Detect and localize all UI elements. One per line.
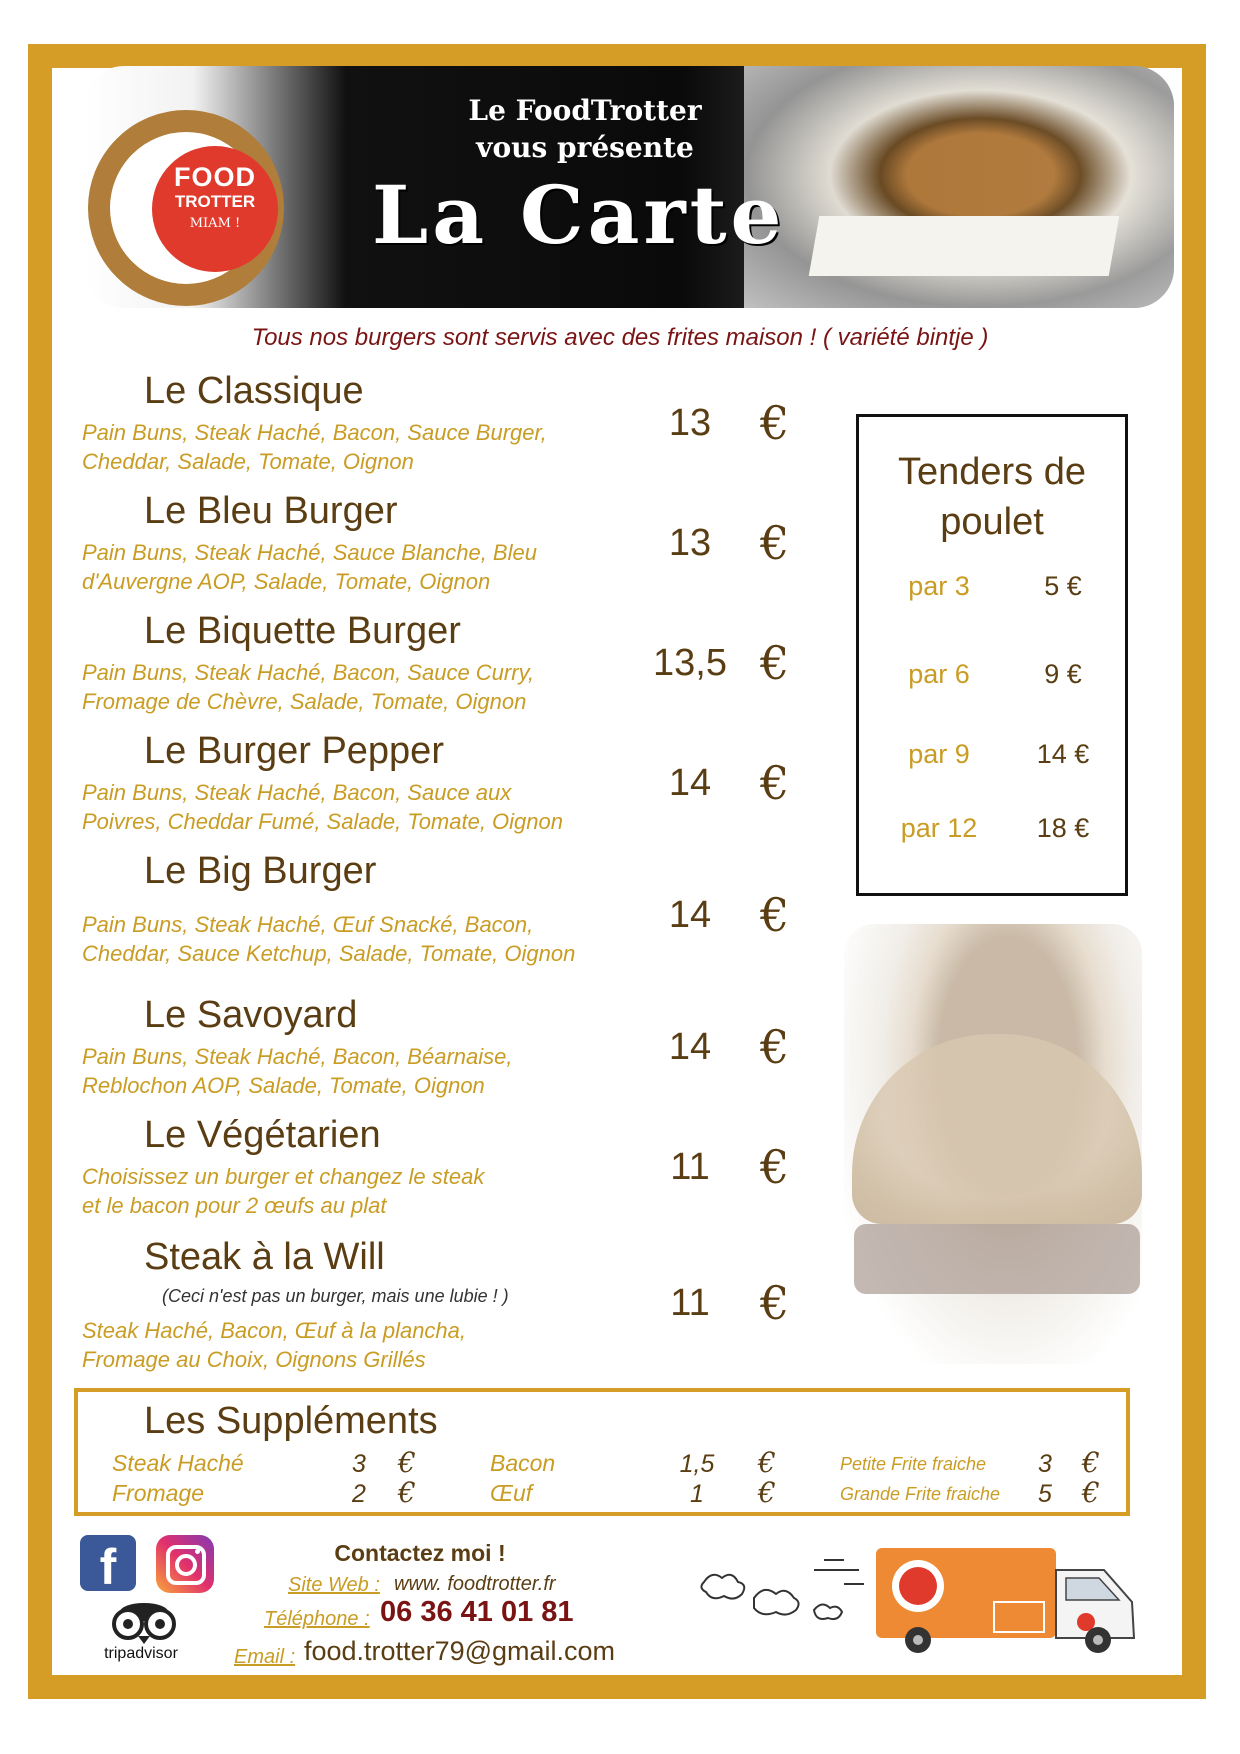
phone-label: Téléphone : (264, 1608, 370, 1630)
subtitle: Tous nos burgers sont servis avec des frites maison ! ( variété bintje ) (251, 324, 989, 351)
item-name: Le Biquette Burger (144, 610, 461, 652)
truck-front-hub (1093, 1635, 1103, 1645)
euro-symbol: € (758, 1446, 776, 1479)
burger-closeup-photo (844, 924, 1142, 1364)
tenders-qty: par 3 (908, 571, 970, 601)
item-price: 11 (670, 1282, 710, 1324)
item-price: 14 (668, 1026, 712, 1068)
supplement-name: Œuf (490, 1480, 533, 1506)
item-desc (82, 1316, 642, 1374)
item-desc-line: Steak Haché, Bacon, Œuf à la plancha, (82, 1318, 467, 1343)
tenders-price: 18 € (1036, 813, 1090, 843)
supplement-price: 3 (1038, 1450, 1052, 1478)
item-price: 14 (668, 762, 712, 804)
supplement-price: 5 (1038, 1480, 1052, 1508)
tripadvisor-right-pupil (155, 1619, 165, 1629)
item-name: Le Végétarien (144, 1114, 381, 1156)
header-intro (440, 92, 730, 166)
website-link[interactable]: www. foodtrotter.fr (394, 1573, 556, 1595)
item-desc-line: d'Auvergne AOP, Salade, Tomate, Oignon (82, 569, 491, 594)
burger-patty (854, 1224, 1140, 1294)
header-line2: vous présente (476, 131, 694, 164)
item-name: Le Burger Pepper (144, 730, 444, 772)
tenders-qty: par 6 (908, 659, 970, 689)
euro-symbol: € (760, 396, 790, 450)
item-price: 13 (668, 522, 712, 564)
item-price: 13 (668, 402, 712, 444)
supplement-price: 1,5 (679, 1450, 715, 1478)
supplement-price: 2 (352, 1480, 366, 1508)
header-line1: Le FoodTrotter (468, 94, 702, 127)
truck-logo-core (899, 1567, 937, 1605)
supplement-name: Petite Frite fraiche (840, 1454, 987, 1474)
tripadvisor-beak (138, 1636, 150, 1644)
foodtrotter-logo (152, 146, 278, 272)
euro-symbol: € (760, 636, 790, 690)
motion-clouds (701, 1560, 864, 1619)
item-name: Steak à la Will (144, 1236, 385, 1278)
supplement-name: Bacon (490, 1450, 556, 1476)
item-desc-line: Pain Buns, Steak Haché, Bacon, Sauce aux (82, 780, 512, 805)
euro-symbol: € (398, 1476, 416, 1509)
logo-line2: TROTTER (174, 192, 256, 211)
item-desc-line: Pain Buns, Steak Haché, Bacon, Sauce Curry, (82, 660, 535, 685)
truck-rear-hub (913, 1635, 923, 1645)
logo-line3: MIAM ! (189, 216, 241, 231)
item-desc (82, 658, 642, 716)
web-label: Site Web : (288, 1574, 380, 1596)
euro-symbol: € (760, 1140, 790, 1194)
tenders-title-line: poulet (940, 501, 1044, 543)
item-name: Le Bleu Burger (144, 490, 398, 532)
item-desc (82, 538, 642, 596)
item-desc-line: Cheddar, Salade, Tomate, Oignon (82, 449, 414, 474)
item-desc (82, 778, 642, 836)
item-desc-line: Reblochon AOP, Salade, Tomate, Oignon (82, 1073, 485, 1098)
contact-title: Contactez moi ! (334, 1540, 506, 1566)
facebook-icon[interactable]: f (80, 1535, 136, 1591)
euro-symbol: € (760, 1020, 790, 1074)
euro-symbol: € (760, 1276, 790, 1330)
item-desc-line: Pain Buns, Steak Haché, Œuf Snacké, Bacon, (82, 912, 534, 937)
euro-symbol: € (1082, 1476, 1100, 1509)
item-desc-line: Cheddar, Sauce Ketchup, Salade, Tomate, Oignon (82, 941, 576, 966)
logo-line1: FOOD (174, 162, 256, 192)
food-truck-illustration (694, 1540, 1164, 1660)
tripadvisor-left-pupil (123, 1619, 133, 1629)
euro-symbol: € (760, 516, 790, 570)
item-price: 14 (668, 894, 712, 936)
supplement-name: Steak Haché (112, 1450, 244, 1476)
item-desc (82, 1042, 642, 1100)
tenders-price: 9 € (1044, 659, 1082, 689)
item-desc-line: Pain Buns, Steak Haché, Bacon, Béarnaise, (82, 1044, 513, 1069)
truck-door-logo (1077, 1613, 1095, 1631)
email-label: Email : (234, 1646, 296, 1668)
tenders-box (856, 414, 1128, 896)
item-desc-line: Pain Buns, Steak Haché, Bacon, Sauce Burger, (82, 420, 547, 445)
tenders-price: 5 € (1044, 571, 1082, 601)
euro-symbol: € (760, 888, 790, 942)
euro-symbol: € (758, 1476, 776, 1509)
tenders-qty: par 12 (900, 813, 978, 843)
item-desc-line: Poivres, Cheddar Fumé, Salade, Tomate, Oignon (82, 809, 564, 834)
item-desc (82, 910, 642, 968)
euro-symbol: € (398, 1446, 416, 1479)
supplements-title: Les Suppléments (144, 1400, 438, 1442)
supplement-price: 3 (352, 1450, 366, 1478)
euro-symbol: € (760, 756, 790, 810)
item-name: Le Savoyard (144, 994, 358, 1036)
tripadvisor-label: tripadvisor (104, 1645, 178, 1662)
item-desc (82, 1162, 642, 1220)
tenders-qty: par 9 (908, 739, 970, 769)
item-desc-line: Pain Buns, Steak Haché, Sauce Blanche, Bleu (82, 540, 537, 565)
item-name: Le Big Burger (144, 850, 377, 892)
item-name: Le Classique (144, 370, 364, 412)
euro-symbol: € (1082, 1446, 1100, 1479)
item-desc-line: et le bacon pour 2 œufs au plat (82, 1193, 387, 1218)
tenders-title-line: Tenders de (897, 451, 1086, 493)
item-desc-line: Fromage au Choix, Oignons Grillés (82, 1347, 426, 1372)
item-note: (Ceci n'est pas un burger, mais une lubie ! ) (162, 1286, 509, 1306)
burger-tray (809, 216, 1120, 276)
item-desc-line: Choisissez un burger et changez le steak (82, 1164, 485, 1189)
item-price: 11 (670, 1146, 710, 1188)
page-title: La Carte (372, 168, 786, 262)
phone-number[interactable]: 06 36 41 01 81 (380, 1596, 574, 1628)
email-link[interactable]: food.trotter79@gmail.com (304, 1636, 616, 1666)
item-price: 13,5 (653, 642, 727, 684)
supplement-name: Grande Frite fraiche (840, 1484, 1001, 1504)
supplement-name: Fromage (112, 1480, 205, 1506)
burger-bun (852, 1034, 1142, 1224)
supplement-price: 1 (690, 1480, 704, 1508)
tenders-title (859, 447, 1125, 547)
item-desc-line: Fromage de Chèvre, Salade, Tomate, Oignon (82, 689, 527, 714)
tenders-price: 14 € (1036, 739, 1090, 769)
item-desc (82, 418, 642, 476)
